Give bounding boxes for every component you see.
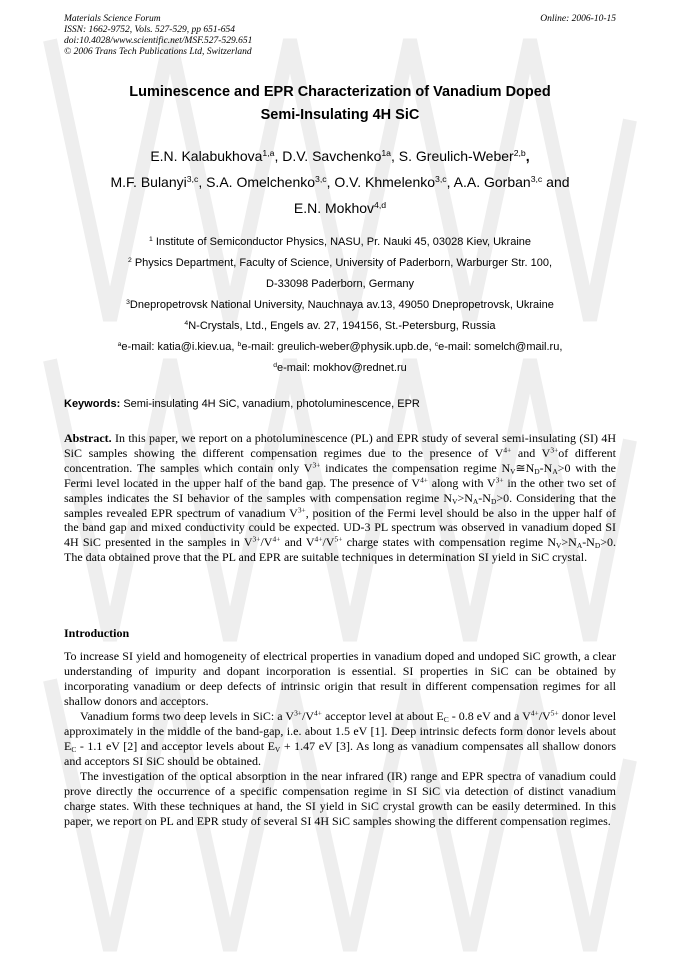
abstract-label: Abstract. (64, 431, 112, 445)
issn-line: ISSN: 1662-9752, Vols. 527-529, pp 651-654 (64, 25, 235, 35)
author-name: E.N. Kalabukhova (150, 148, 263, 164)
author-affil-sup: 4,d (374, 199, 387, 210)
paper-title (64, 81, 616, 127)
title-line: Semi-Insulating 4H SiC (260, 107, 420, 123)
copyright-line: © 2006 Trans Tech Publications Ltd, Switzerland (64, 47, 252, 57)
affiliation-2-cont: D-33098 Paderborn, Germany (266, 278, 414, 290)
title-line: Luminescence and EPR Characterization of Vanadium Doped (129, 84, 551, 100)
author-line: E.N. Kalabukhova$^{1,a}$, D.V. Savchenko$^{1a}$, S. Greulich-Weber$^{2,b}$, (150, 147, 530, 164)
email-line: $^a$e-mail: katia@i.kiev.ua, $^b$e-mail: greulich-weber@physik.upb.de, $^c$e-mail: somelch@mail.ru, (117, 340, 563, 353)
author-affil-sup: 3,c (186, 173, 199, 184)
author-name: D.V. Savchenko (282, 148, 382, 164)
paragraph: Vanadium forms two deep levels in SiC: a $V^{3+}/V^{4+}$ acceptor level at about $E_C - 0.8$ eV and a $V^{4+}/V^{5+}$ donor level approximately in the middle of the band-gap, i.e. about 1.5 eV [1]. Deep intrinsic defects form donor levels about $E_C - 1.1$ eV [2] and acceptor levels about $E_V + 1.47$ eV [3]. As long as vanadium compensates all shallow donors and acceptors SI SiC should be obtained. (64, 708, 617, 768)
introduction-body (64, 649, 616, 829)
author-line: M.F. Bulanyi$^{3,c}$, S.A. Omelchenko$^{3,c}$, O.V. Khmelenko$^{3,c}$, A.A. Gorban$^{3,c}$ and (110, 173, 570, 190)
keywords-text: Semi-insulating 4H SiC, vanadium, photoluminescence, EPR (123, 398, 420, 410)
author-affil-sup: 2,b (513, 147, 526, 158)
email-d[interactable]: e-mail: mokhov@rednet.ru (277, 362, 407, 374)
author-line (64, 195, 616, 221)
paragraph: To increase SI yield and homogeneity of electrical properties in vanadium doped and undoped SiC growth, a clear understanding of impurity and dopant incorporation is essential. SI properties in SiC can be obtained by incorporating vanadium or deep defects of intrinsic origin that result in different compensation regimes for all shallow donors and acceptors. (64, 649, 616, 708)
author-name: S. Greulich-Weber (398, 148, 514, 164)
author-affil-sup: 1a (381, 147, 392, 158)
author-affil-sup: 3,c (530, 173, 543, 184)
keywords-label: Keywords: (64, 398, 121, 410)
email-a[interactable]: e-mail: katia@i.kiev.ua, (121, 341, 235, 353)
affiliations (64, 232, 616, 379)
email-c[interactable]: e-mail: somelch@mail.ru, (438, 341, 563, 353)
abstract: Abstract. In this paper, we report on a photoluminescence (PL) and EPR study of several semi-insulating (SI) 4H SiC samples showing the different compensation regimes due to the presence of $V^{4+}$ and $V^{3+}of$ different concentration. The samples which contain only $V^{3+}$ indicates the compensation regime $N_V≅N_D-N_A>0$ with the Fermi level located in the upper half of the band gap. The presence of $V^{4+}$ along with $V^{3+}$ in the other two set of samples indicates the SI behavior of the samples with compensation regime $N_V>N_A-N_D>0$. Considering that the samples revealed EPR spectrum of vanadium $V^{3+}$, position of the Fermi level should be also in the upper half of the band gap and mixed conductivity could be expected. UD-3 PL spectrum was observed in vanadium doped SI 4H SiC presented in the samples in $V^{3+}/V^{4+}$ and $V^{4+}/V^{5+}$ charge states with compensation regime $N_V>N_A-N_D>0$. The data obtained prove that the PL and EPR are suitable techniques in determination SI yield in SiC crystal. (64, 431, 617, 565)
section-heading: Introduction (64, 626, 130, 640)
affiliation-2: $^2$ Physics Department, Faculty of Science, University of Paderborn, Warburger Str. 100, (127, 256, 553, 269)
author-affil-sup: 3,c (435, 173, 447, 184)
affiliation-4: $^4$N-Crystals, Ltd., Engels av. 27, 194156, St.-Petersburg, Russia (184, 319, 496, 332)
author-affil-sup: 3,c (315, 173, 327, 184)
affiliation-1: $^1$ Institute of Semiconductor Physics, NASU, Pr. Nauki 45, 03028 Kiev, Ukraine (148, 235, 532, 248)
journal-name: Materials Science Forum (64, 14, 161, 24)
author-name: S.A. Omelchenko (206, 174, 316, 190)
doi-line: doi:10.4028/www.scientific.net/MSF.527-529.651 (64, 36, 253, 46)
author-affil-sup: 1,a (262, 147, 275, 158)
email-line: $^d$e-mail: mokhov@rednet.ru (273, 361, 407, 374)
author-name: M.F. Bulanyi (110, 174, 187, 190)
author-name: O.V. Khmelenko (334, 174, 436, 190)
email-b[interactable]: e-mail: greulich-weber@physik.upb.de, (241, 341, 432, 353)
journal-header (64, 14, 616, 58)
author-name: E.N. Mokhov (293, 200, 375, 216)
online-date: Online: 2006-10-15 (540, 14, 616, 24)
author-name: A.A. Gorban (453, 174, 531, 190)
author-list (64, 143, 616, 221)
keywords (64, 397, 616, 411)
affiliation-3: $^3$Dnepropetrovsk National University, Nauchnaya av.13, 49050 Dnepropetrovsk, Ukraine (126, 298, 554, 311)
paragraph: The investigation of the optical absorption in the near infrared (IR) range and EPR spectra of vanadium could prove directly the occurrence of a specific compensation regime in SI SiC via detection of distinct vanadium charge states. With these techniques at hand, the SI yield in SiC crystal growth can be easily determined. In this paper, we report on PL and EPR study of several SI 4H SiC samples showing the different compensation regimes. (64, 769, 616, 828)
